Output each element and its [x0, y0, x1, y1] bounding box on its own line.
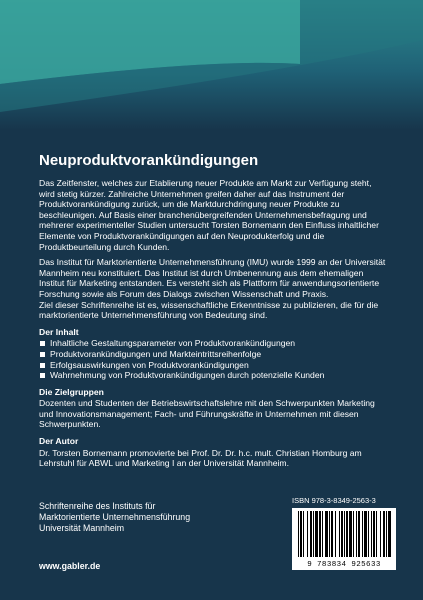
- barcode-bar: [362, 511, 363, 557]
- barcode-bar: [300, 511, 302, 557]
- zielgruppen-heading: Die Zielgruppen: [39, 386, 104, 397]
- barcode-digits: 9 783834 925633: [307, 561, 381, 569]
- barcode-bar: [331, 511, 333, 557]
- barcode-bar: [329, 511, 330, 557]
- barcode-bar: [341, 511, 343, 557]
- back-cover-text: [39, 152, 389, 474]
- barcode-bar: [319, 511, 321, 557]
- barcode-bar: [335, 511, 336, 557]
- barcode-bar: [364, 511, 367, 557]
- cover-decorative-shape: [0, 0, 423, 130]
- barcode-bar: [386, 511, 387, 557]
- barcode-bar: [356, 511, 357, 557]
- intro-paragraph-2: Das Institut für Marktorientierte Unternehmensführung (IMU) wurde 1999 an der Universität Mannheim neu konstituiert. Das Institut ist durch Umbenennung aus dem ehemaligen Institut für Marketing entstanden. Es versteht sich als Plattform für anwendungsorientierte Forschung sowie als Forum des Dialogs zwischen Wissenschaft und Praxis.: [39, 257, 386, 299]
- autor-text: Dr. Torsten Bornemann promovierte bei Prof. Dr. Dr. h.c. mult. Christian Homburg am Lehrstuhl für ABWL und Marketing I an der Universität Mannheim.: [39, 447, 362, 469]
- series-line: Schriftenreihe des Instituts für: [39, 501, 156, 511]
- barcode-bar: [373, 511, 375, 557]
- barcode-bar: [368, 511, 369, 557]
- inhalt-heading: Der Inhalt: [39, 326, 79, 337]
- list-item: Wahrnehmung von Produktvorankündigungen durch potenzielle Kunden: [39, 370, 389, 381]
- book-title: Neuproduktvorankündigungen: [39, 152, 259, 169]
- intro-paragraph-1: Das Zeitfenster, welches zur Etablierung neuer Produkte am Markt zur Verfügung steht, wird stetig kürzer. Zahlreiche Unternehmen greifen daher auf das Instrument der Produktvorankündigung zurück, um die Marktdurchdringung neuer Produkte zu beschleunigen. Auf Basis einer branchenübergreifenden Unternehmensbefragung und mehrerer experimenteller Studien untersucht Torsten Bornemann den Einfluss inhaltlicher Elemente von Produktvorankündigungen auf den Neuprodukterfolg und die Produktbeurteilung durch Kunden.: [39, 178, 379, 252]
- zielgruppen-text: Dozenten und Studenten der Betriebswirtschaftslehre mit den Schwerpunkten Marketing und Innovationsmanagement; Fach- und Führungskräfte in Unternehmen mit diesen Schwerpunkten.: [39, 398, 375, 430]
- list-item: Produktvorankündigungen und Markteintrittsreihenfolge: [39, 349, 389, 360]
- barcode-bar: [344, 511, 345, 557]
- barcode-bar: [322, 511, 323, 557]
- series-line: Universität Mannheim: [39, 523, 125, 533]
- barcode-bar: [325, 511, 328, 557]
- series-info: [39, 501, 249, 534]
- autor-heading: Der Autor: [39, 436, 79, 447]
- barcode-bar: [303, 511, 304, 557]
- barcode-bar: [310, 511, 312, 557]
- barcode-bar: [376, 511, 377, 557]
- inhalt-list: [39, 338, 389, 380]
- barcode-bar: [315, 511, 318, 557]
- barcode-bar: [358, 511, 360, 557]
- barcode-bar: [313, 511, 314, 557]
- barcode-bar: [346, 511, 348, 557]
- barcode-bars-icon: [296, 511, 392, 559]
- barcode-bar: [307, 511, 308, 557]
- barcode-bar: [339, 511, 340, 557]
- barcode-bar: [388, 511, 391, 557]
- barcode-bar: [298, 511, 299, 557]
- barcode-bar: [349, 511, 352, 557]
- barcode-bar: [353, 511, 354, 557]
- barcode-bar: [383, 511, 385, 557]
- barcode: [292, 508, 396, 570]
- isbn-label: ISBN 978-3-8349-2563-3: [292, 496, 376, 505]
- isbn-block: [292, 496, 396, 570]
- series-line: Marktorientierte Unternehmensführung: [39, 512, 191, 522]
- barcode-bar: [371, 511, 372, 557]
- list-item: Erfolgsauswirkungen von Produktvorankündigungen: [39, 360, 389, 371]
- list-item: Inhaltliche Gestaltungsparameter von Produktvorankündigungen: [39, 338, 389, 349]
- intro-paragraph-3: Ziel dieser Schriftenreihe ist es, wissenschaftliche Erkenntnisse zu publizieren, die für die marktorientierte Unternehmensführung von Bedeutung sind.: [39, 299, 379, 321]
- barcode-bar: [380, 511, 381, 557]
- publisher-website: www.gabler.de: [39, 561, 101, 571]
